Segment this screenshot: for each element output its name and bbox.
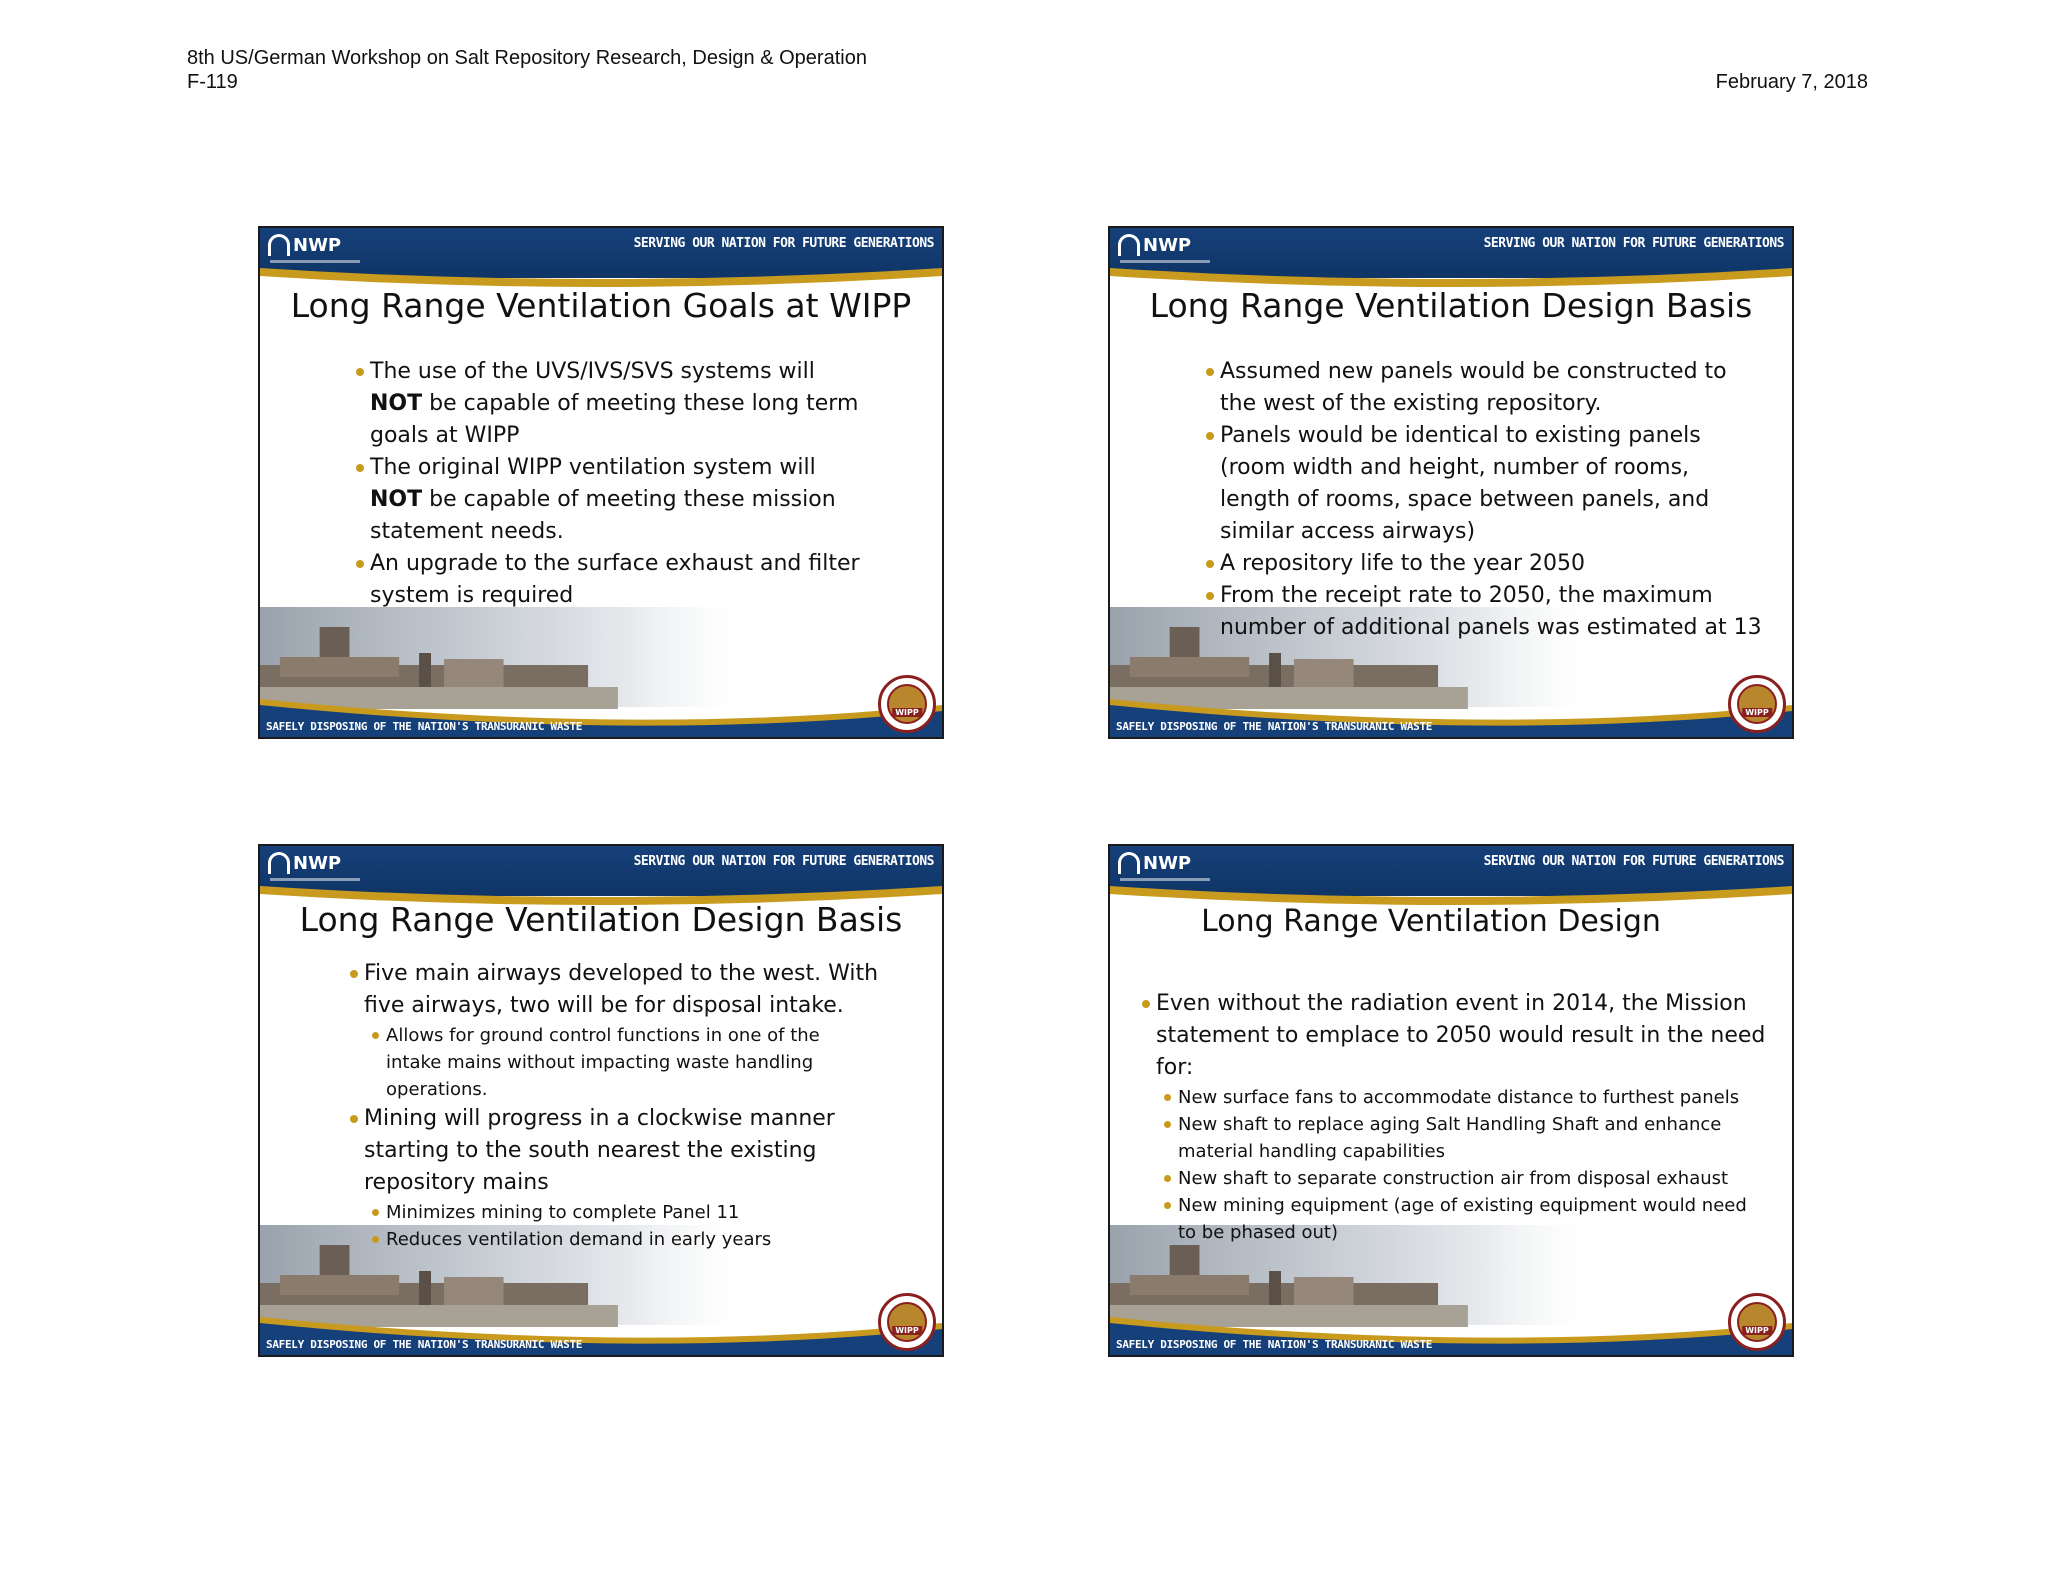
slide-tagline: SERVING OUR NATION FOR FUTURE GENERATIONS: [1483, 854, 1784, 869]
bullet-line: statement to emplace to 2050 would result in the need: [1156, 1023, 1766, 1048]
bullet-line: repository mains: [364, 1170, 549, 1195]
seal-label: WIPP: [892, 708, 922, 717]
bullet-line: statement needs.: [370, 519, 564, 544]
bullet-item: [350, 958, 878, 1022]
logo-subtitle-line: [270, 260, 360, 263]
bullet-line: Five main airways developed to the west. With: [364, 961, 879, 986]
logo-arch-icon: [268, 852, 290, 874]
logo-text: NWP: [293, 852, 342, 874]
bullet-line: similar access airways): [1220, 519, 1476, 544]
bullet-dot-icon: [372, 1209, 379, 1216]
logo-subtitle-line: [270, 878, 360, 881]
bullet-item: [350, 1103, 878, 1199]
slide-title: Long Range Ventilation Design: [1201, 904, 1661, 939]
bullet-line: A repository life to the year 2050: [1220, 551, 1586, 576]
logo-arch-icon: [1118, 234, 1140, 256]
bullet-item: [1206, 356, 1762, 420]
nwp-logo: [268, 234, 341, 256]
bullet-line: New surface fans to accommodate distance to furthest panels: [1178, 1087, 1740, 1108]
slide-3: [258, 844, 944, 1357]
nwp-logo: [1118, 852, 1191, 874]
bullet-line: material handling capabilities: [1178, 1141, 1446, 1162]
sub-bullet-item: [1142, 1165, 1765, 1192]
bullet-line: number of additional panels was estimated at 13: [1220, 615, 1762, 640]
bullet-line: the west of the existing repository.: [1220, 391, 1602, 416]
bullet-line: New shaft to replace aging Salt Handling Shaft and enhance: [1178, 1114, 1722, 1135]
seal-center: [887, 1302, 927, 1342]
sub-bullet-item: [350, 1022, 878, 1103]
bullet-line: Allows for ground control functions in one of the: [386, 1025, 820, 1046]
slide-body: [356, 356, 860, 612]
bold-text: NOT: [370, 487, 423, 512]
nwp-logo: [1118, 234, 1191, 256]
slide-4: [1108, 844, 1794, 1357]
wipp-seal-icon: [1728, 1293, 1786, 1351]
bullet-line: (room width and height, number of rooms,: [1220, 455, 1690, 480]
bullet-dot-icon: [1206, 432, 1214, 440]
bold-text: NOT: [370, 391, 423, 416]
bullet-item: [1142, 988, 1765, 1084]
bullet-line: length of rooms, space between panels, and: [1220, 487, 1710, 512]
seal-center: [1737, 1302, 1777, 1342]
slide-tagline: SERVING OUR NATION FOR FUTURE GENERATIONS: [633, 854, 934, 869]
bullet-line: New mining equipment (age of existing equipment would need: [1178, 1195, 1747, 1216]
bullet-line: Mining will progress in a clockwise manner: [364, 1106, 835, 1131]
bullet-dot-icon: [372, 1236, 379, 1243]
bullet-line: Panels would be identical to existing panels: [1220, 423, 1701, 448]
bullet-item: [356, 356, 860, 452]
bullet-line: Reduces ventilation demand in early years: [386, 1229, 772, 1250]
slide-tagline: SERVING OUR NATION FOR FUTURE GENERATIONS: [1483, 236, 1784, 251]
logo-arch-icon: [1118, 852, 1140, 874]
bullet-line: NOT be capable of meeting these mission: [370, 487, 836, 512]
bullet-line: NOT be capable of meeting these long term: [370, 391, 859, 416]
bullet-line: for:: [1156, 1055, 1194, 1080]
slide-body: [1206, 356, 1762, 644]
logo-text: NWP: [1143, 234, 1192, 256]
seal-center: [887, 684, 927, 724]
page-id: F-119: [187, 71, 238, 93]
bullet-line: system is required: [370, 583, 574, 608]
bullet-line: Even without the radiation event in 2014, the Mission: [1156, 991, 1747, 1016]
bullet-dot-icon: [350, 970, 358, 978]
bullet-item: [1206, 548, 1762, 580]
logo-arch-icon: [268, 234, 290, 256]
bullet-line: An upgrade to the surface exhaust and filter: [370, 551, 860, 576]
bullet-line: starting to the south nearest the existing: [364, 1138, 817, 1163]
bullet-dot-icon: [1164, 1094, 1171, 1101]
nwp-logo: [268, 852, 341, 874]
slide-1: [258, 226, 944, 739]
bullet-dot-icon: [1164, 1121, 1171, 1128]
sub-bullet-item: [350, 1226, 878, 1253]
workshop-title: 8th US/German Workshop on Salt Repository Research, Design & Operation: [187, 47, 867, 69]
bullet-line: Assumed new panels would be constructed to: [1220, 359, 1727, 384]
bullet-line: goals at WIPP: [370, 423, 520, 448]
logo-text: NWP: [1143, 852, 1192, 874]
bullet-dot-icon: [350, 1115, 358, 1123]
footer-tagline: SAFELY DISPOSING OF THE NATION'S TRANSURANIC WASTE: [1116, 720, 1433, 733]
seal-label: WIPP: [892, 1326, 922, 1335]
bullet-line: five airways, two will be for disposal intake.: [364, 993, 844, 1018]
bullet-item: [1206, 580, 1762, 644]
bullet-dot-icon: [372, 1032, 379, 1039]
bullet-dot-icon: [1164, 1202, 1171, 1209]
sub-bullet-item: [1142, 1192, 1765, 1246]
bullet-item: [356, 548, 860, 612]
footer-tagline: SAFELY DISPOSING OF THE NATION'S TRANSURANIC WASTE: [1116, 1338, 1433, 1351]
bullet-dot-icon: [1206, 560, 1214, 568]
slide-title: Long Range Ventilation Design Basis: [1149, 286, 1753, 325]
bullet-line: Minimizes mining to complete Panel 11: [386, 1202, 740, 1223]
logo-subtitle-line: [1120, 878, 1210, 881]
bullet-dot-icon: [356, 368, 364, 376]
seal-center: [1737, 684, 1777, 724]
bullet-dot-icon: [356, 560, 364, 568]
bullet-dot-icon: [1206, 592, 1214, 600]
bullet-item: [356, 452, 860, 548]
sub-bullet-item: [350, 1199, 878, 1226]
slide-title: Long Range Ventilation Design Basis: [299, 900, 903, 939]
bullet-line: to be phased out): [1178, 1222, 1338, 1243]
bullet-line: From the receipt rate to 2050, the maximum: [1220, 583, 1713, 608]
slide-2: [1108, 226, 1794, 739]
bullet-dot-icon: [1164, 1175, 1171, 1182]
slide-body: [350, 958, 878, 1253]
bullet-line: intake mains without impacting waste handling: [386, 1052, 814, 1073]
sub-bullet-item: [1142, 1111, 1765, 1165]
wipp-seal-icon: [878, 1293, 936, 1351]
bullet-line: operations.: [386, 1079, 488, 1100]
bullet-dot-icon: [1142, 1000, 1150, 1008]
slide-body: [1142, 988, 1765, 1246]
seal-label: WIPP: [1742, 708, 1772, 717]
bullet-line: The original WIPP ventilation system will: [370, 455, 816, 480]
slide-tagline: SERVING OUR NATION FOR FUTURE GENERATIONS: [633, 236, 934, 251]
bullet-item: [1206, 420, 1762, 548]
seal-label: WIPP: [1742, 1326, 1772, 1335]
footer-tagline: SAFELY DISPOSING OF THE NATION'S TRANSURANIC WASTE: [266, 1338, 583, 1351]
sub-bullet-item: [1142, 1084, 1765, 1111]
logo-subtitle-line: [1120, 260, 1210, 263]
logo-text: NWP: [293, 234, 342, 256]
bullet-line: The use of the UVS/IVS/SVS systems will: [370, 359, 815, 384]
bullet-line: New shaft to separate construction air from disposal exhaust: [1178, 1168, 1729, 1189]
bullet-dot-icon: [1206, 368, 1214, 376]
date: February 7, 2018: [1715, 71, 1868, 93]
slide-title: Long Range Ventilation Goals at WIPP: [290, 286, 912, 325]
wipp-seal-icon: [878, 675, 936, 733]
wipp-seal-icon: [1728, 675, 1786, 733]
bullet-dot-icon: [356, 464, 364, 472]
footer-tagline: SAFELY DISPOSING OF THE NATION'S TRANSURANIC WASTE: [266, 720, 583, 733]
